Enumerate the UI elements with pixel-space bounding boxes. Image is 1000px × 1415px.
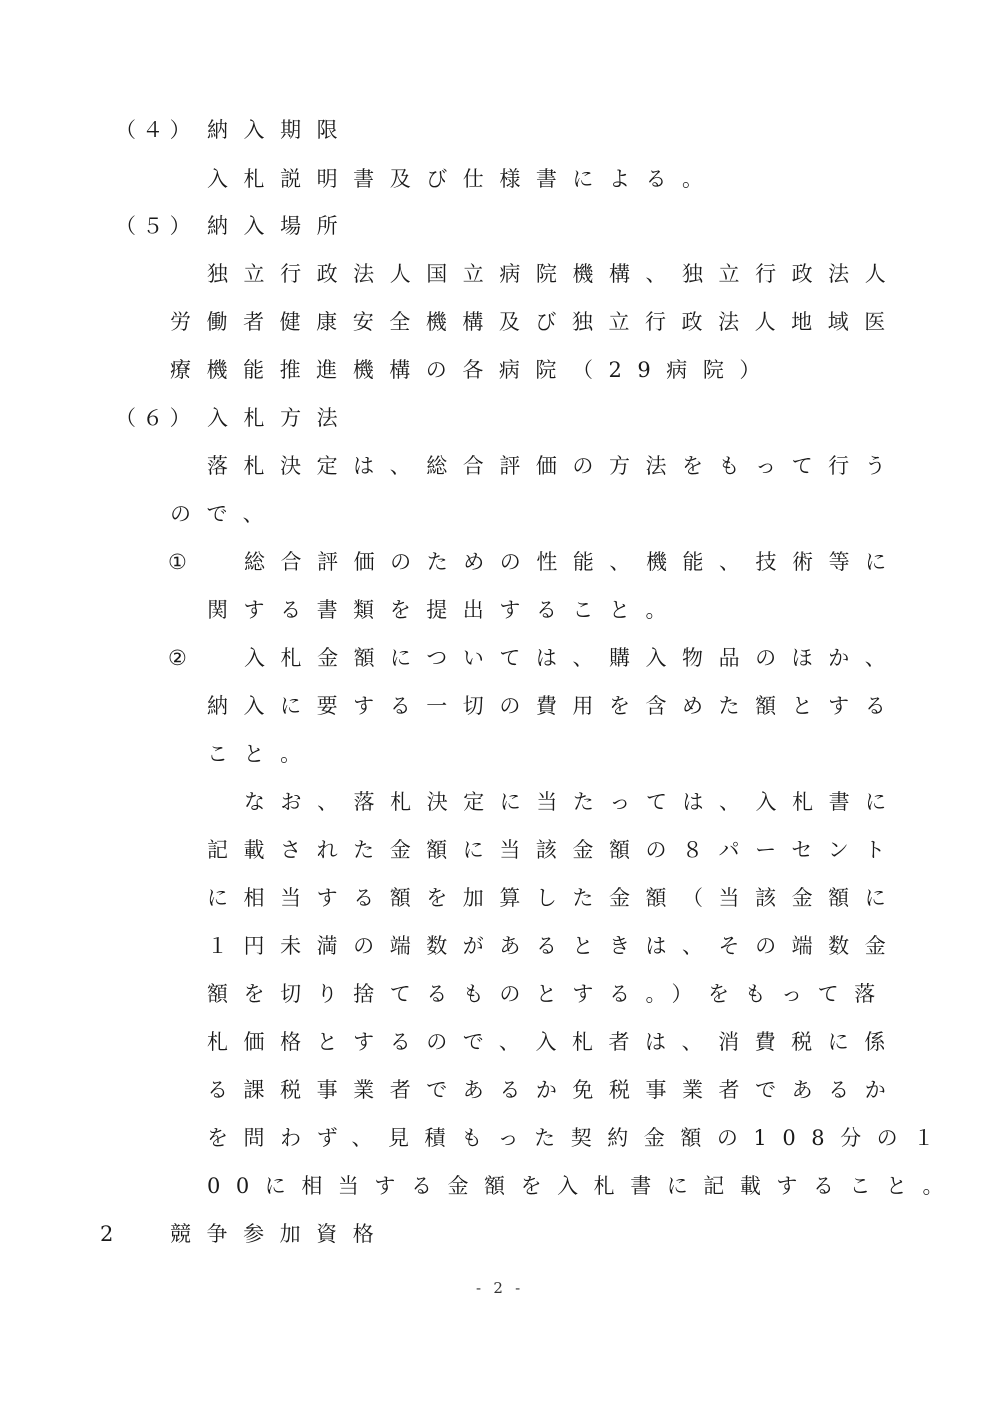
item-body-line: ので、: [170, 502, 280, 526]
section-heading-qualification: 競争参加資格: [170, 1222, 390, 1246]
section-number-2: 2: [100, 1222, 120, 1246]
sub-item-line: こと。: [207, 742, 317, 766]
note-line: 00に相当する金額を入札書に記載すること。: [207, 1174, 960, 1198]
item-body-line: 入札説明書及び仕様書による。: [207, 167, 719, 191]
item-number-6: （６）: [115, 406, 197, 430]
item-body-line: 労働者健康安全機構及び独立行政法人地域医: [170, 310, 901, 334]
sub-item-line: 入札金額については、購入物品のほか、: [244, 646, 902, 670]
sub-item-line: 総合評価のための性能、機能、技術等に: [244, 550, 902, 574]
sub-item-line: 関する書類を提出すること。: [207, 598, 683, 622]
item-heading-delivery-place: 納入場所: [207, 214, 354, 238]
note-line: なお、落札決定に当たっては、入札書に: [244, 790, 902, 814]
note-line: を問わず、見積もった契約金額の108分の１: [207, 1126, 950, 1150]
sub-item-mark-2: ②: [168, 646, 194, 670]
page-number: - 2 -: [476, 1279, 524, 1297]
item-number-4: （４）: [115, 118, 197, 142]
item-body-line: 独立行政法人国立病院機構、独立行政法人: [207, 262, 902, 286]
note-line: １円未満の端数があるときは、その端数金: [207, 934, 902, 958]
sub-item-mark-1: ①: [168, 550, 194, 574]
note-line: る課税事業者であるか免税事業者であるか: [207, 1078, 902, 1102]
item-body-line: 落札決定は、総合評価の方法をもって行う: [207, 454, 902, 478]
item-body-line: 療機能推進機構の各病院（29病院）: [170, 358, 776, 382]
note-line: に相当する額を加算した金額（当該金額に: [207, 886, 902, 910]
note-line: 札価格とするので、入札者は、消費税に係: [207, 1030, 901, 1054]
item-heading-delivery-deadline: 納入期限: [207, 118, 354, 142]
item-number-5: （５）: [115, 214, 197, 238]
item-heading-bid-method: 入札方法: [207, 406, 354, 430]
note-line: 額を切り捨てるものとする。）をもって落: [207, 982, 891, 1006]
note-line: 記載された金額に当該金額の８パーセント: [207, 838, 901, 862]
sub-item-line: 納入に要する一切の費用を含めた額とする: [207, 694, 902, 718]
